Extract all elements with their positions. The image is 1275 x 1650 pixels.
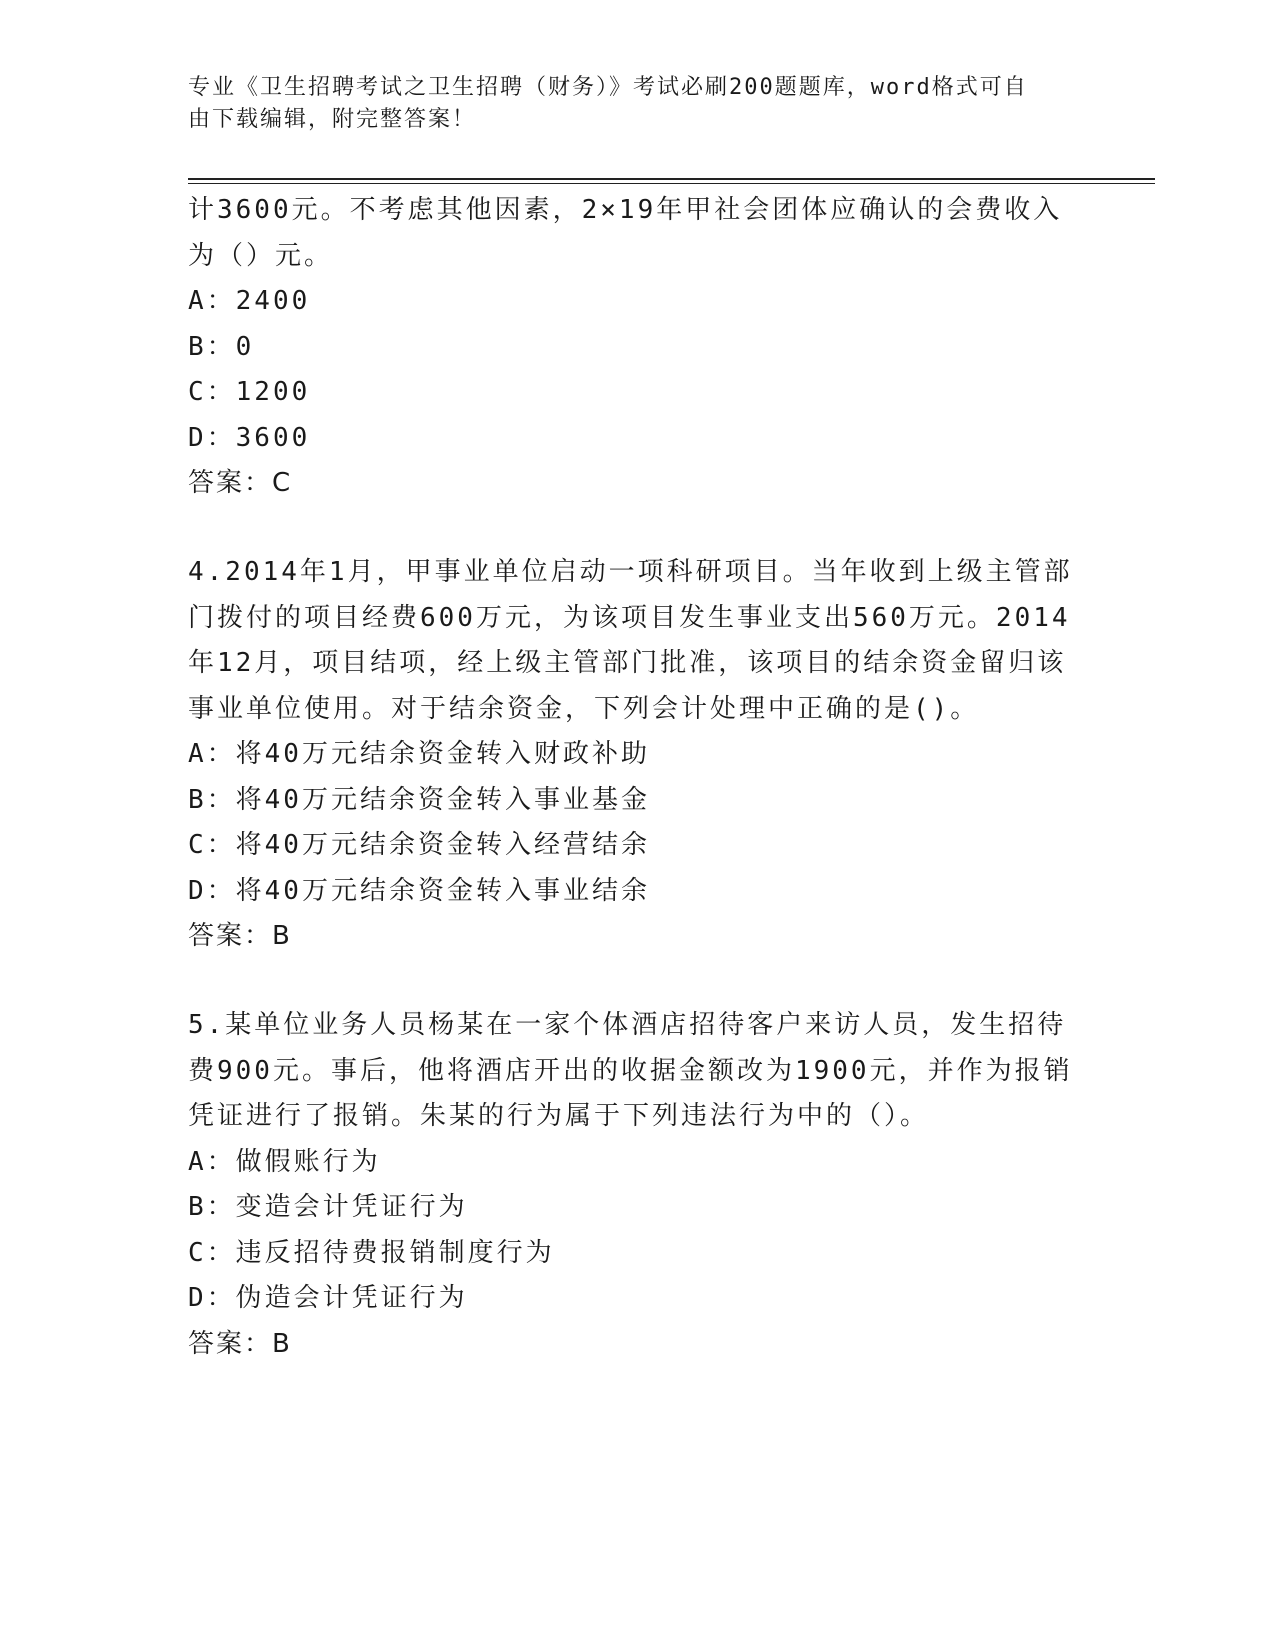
option-b: B：变造会计凭证行为 xyxy=(188,1192,468,1222)
header-divider-thin xyxy=(188,183,1155,184)
question-stem-line: 费900元。事后，他将酒店开出的收据金额改为1900元，并作为报销 xyxy=(188,1055,1073,1086)
option-a: A：将40万元结余资金转入财政补助 xyxy=(188,739,650,769)
answer-line: 答案：C xyxy=(188,468,293,498)
question-stem-line: 门拨付的项目经费600万元，为该项目发生事业支出560万元。2014 xyxy=(188,602,1071,633)
question-3 xyxy=(188,188,1088,506)
option-b: B：将40万元结余资金转入事业基金 xyxy=(188,784,650,815)
option-c: C：将40万元结余资金转入经营结余 xyxy=(188,830,650,860)
option-c: C：1200 xyxy=(188,377,311,407)
question-spacer xyxy=(188,506,1088,550)
header-divider-thick xyxy=(188,178,1155,180)
question-stem-line: 为（）元。 xyxy=(188,240,334,271)
option-a: A：2400 xyxy=(188,286,311,316)
answer-line: 答案：B xyxy=(188,921,292,951)
question-stem-line: 5.某单位业务人员杨某在一家个体酒店招待客户来访人员，发生招待 xyxy=(188,1010,1067,1040)
question-stem-line: 年12月，项目结项，经上级主管部门批准，该项目的结余资金留归该 xyxy=(188,648,1067,678)
option-d: D：3600 xyxy=(188,422,311,453)
question-spacer xyxy=(188,959,1088,1003)
question-stem-line: 凭证进行了报销。朱某的行为属于下列违法行为中的（）。 xyxy=(188,1101,930,1131)
header-title-line-2: 由下载编辑，附完整答案！ xyxy=(188,107,477,132)
question-stem-line: 4.2014年1月，甲事业单位启动一项科研项目。当年收到上级主管部 xyxy=(188,557,1073,587)
answer-line: 答案：B xyxy=(188,1328,292,1359)
option-c: C：违反招待费报销制度行为 xyxy=(188,1237,555,1268)
option-b: B：0 xyxy=(188,331,255,362)
option-d: D：伪造会计凭证行为 xyxy=(188,1283,468,1313)
option-a: A：做假账行为 xyxy=(188,1146,381,1177)
header-title-line-1: 专业《卫生招聘考试之卫生招聘（财务）》考试必刷200题题库，word格式可自 xyxy=(188,75,1028,100)
question-stem-line: 事业单位使用。对于结余资金，下列会计处理中正确的是()。 xyxy=(188,693,980,724)
question-stem-line: 计3600元。不考虑其他因素，2×19年甲社会团体应确认的会费收入 xyxy=(188,195,1063,225)
question-5 xyxy=(188,1003,1088,1367)
question-list xyxy=(188,188,1088,1367)
option-d: D：将40万元结余资金转入事业结余 xyxy=(188,875,650,906)
question-4 xyxy=(188,550,1088,959)
document-header xyxy=(188,72,1068,136)
